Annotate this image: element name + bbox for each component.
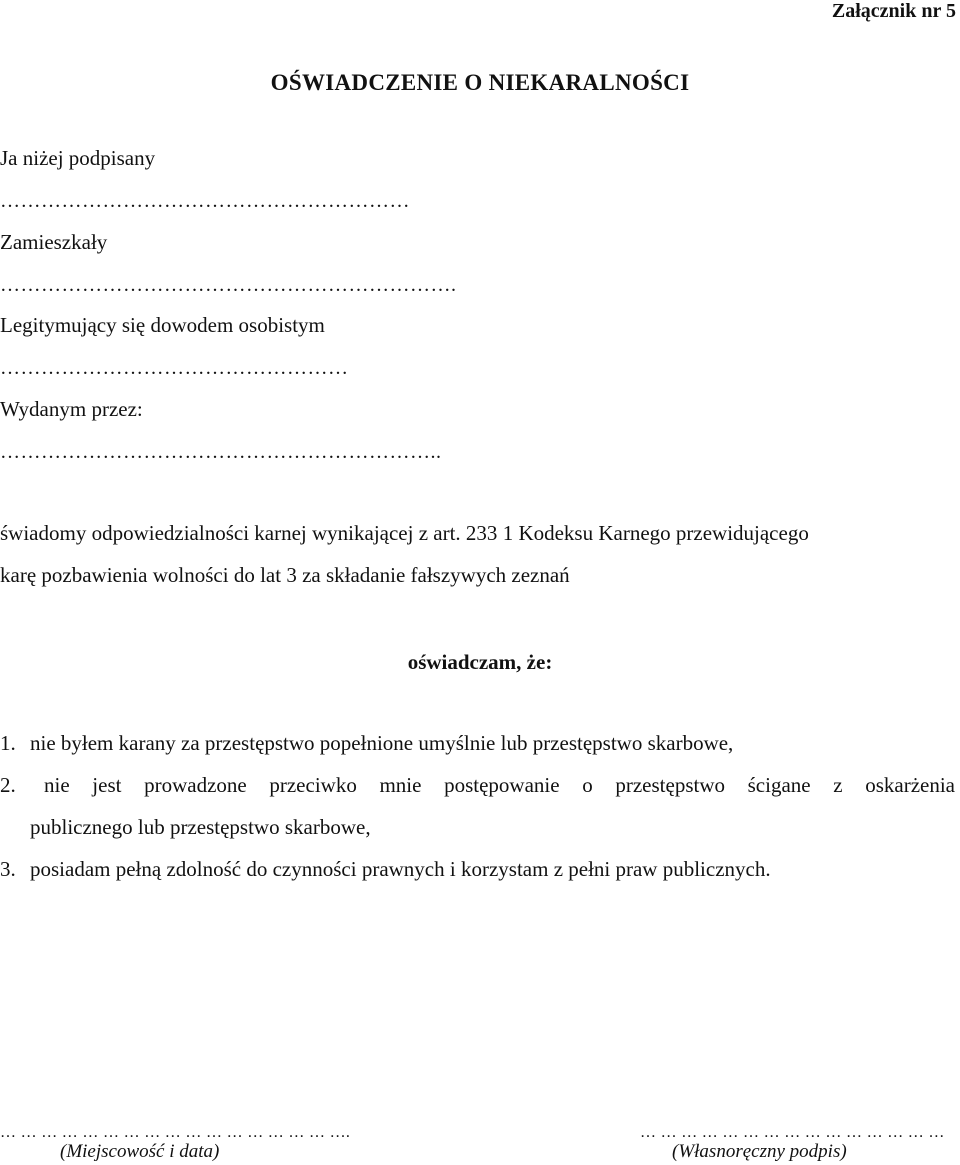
- item-text-2-continued: publicznego lub przestępstwo skarbowe,: [30, 815, 371, 839]
- awareness-text: świadomy odpowiedzialności karnej wynikającej z art. 233: [0, 521, 503, 545]
- document-title: OŚWIADCZENIE O NIEKARALNOŚCI: [270, 70, 690, 95]
- field-label-residence: Zamieszkały: [0, 230, 108, 254]
- annex-number: Załącznik nr 5: [831, 0, 956, 22]
- field-label-signatory: Ja niżej podpisany: [0, 146, 156, 170]
- place-date-label: (Miejscowość i data): [60, 1141, 220, 1162]
- place-date-dots[interactable]: … … … … … … … … … … … … … … … … ….: [0, 1124, 351, 1141]
- item-number-2: 2.: [0, 773, 16, 797]
- field-dots-issued-by[interactable]: ………………………………………………………..: [0, 441, 442, 463]
- item-number-3: 3.: [0, 857, 16, 881]
- item-text-2: nie jest prowadzone przeciwko mnie postępowanie o przestępstwo ścigane z oskarżenia: [44, 773, 955, 797]
- field-dots-id-card[interactable]: ……………………………………………: [0, 357, 349, 379]
- field-dots-residence[interactable]: ………………………………………………………….: [0, 274, 457, 296]
- item-number-1: 1.: [0, 731, 16, 755]
- signature-dots[interactable]: … … … … … … … … … … … … … … …: [640, 1124, 945, 1141]
- awareness-line-1: [0, 521, 960, 546]
- awareness-line-2: karę pozbawienia wolności do lat 3 za składanie fałszywych zeznań: [0, 563, 570, 587]
- item-text-3: posiadam pełną zdolność do czynności prawnych i korzystam z pełni praw publicznych.: [30, 857, 771, 881]
- field-label-issued-by: Wydanym przez:: [0, 397, 143, 421]
- signature-label: (Własnoręczny podpis): [672, 1141, 847, 1162]
- field-dots-signatory[interactable]: ……………………………………………………: [0, 190, 410, 212]
- awareness-text-rest: 1 Kodeksu Karnego przewidującego: [502, 521, 809, 545]
- declaration-heading: oświadczam, że:: [407, 650, 553, 674]
- item-text-1: nie byłem karany za przestępstwo popełnione umyślnie lub przestępstwo skarbowe,: [30, 731, 734, 755]
- field-label-id-card: Legitymujący się dowodem osobistym: [0, 313, 325, 337]
